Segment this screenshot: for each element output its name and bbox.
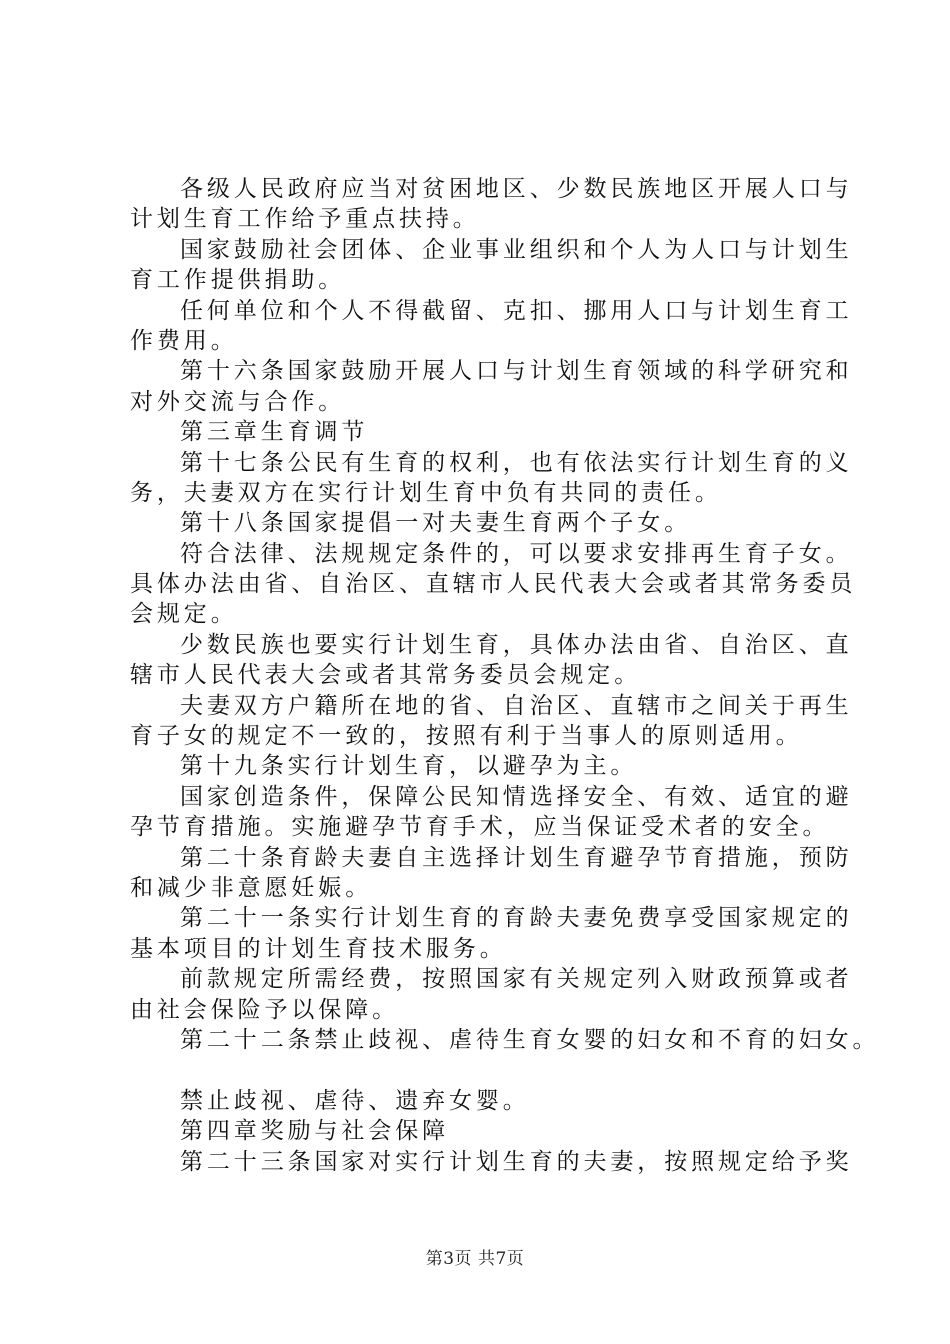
paragraph-line: 具体办法由省、自治区、直辖市人民代表大会或者其常务委员 — [130, 571, 857, 598]
paragraph-line: 前款规定所需经费，按照国家有关规定列入财政预算或者 — [180, 966, 853, 993]
paragraph-line: 会规定。 — [130, 601, 238, 628]
chapter-3-heading: 第三章生育调节 — [180, 419, 369, 446]
article-22-line: 第二十二条禁止歧视、虐待生育女婴的妇女和不育的妇女。 — [180, 1026, 880, 1053]
blank-line — [130, 1055, 850, 1085]
article-21-line: 第二十一条实行计划生育的育龄夫妻免费享受国家规定的 — [180, 905, 853, 932]
paragraph-line: 对外交流与合作。 — [130, 388, 346, 415]
paragraph-line: 任何单位和个人不得截留、克扣、挪用人口与计划生育工 — [180, 297, 853, 324]
paragraph-line: 国家鼓励社会团体、企业事业组织和个人为人口与计划生 — [180, 236, 853, 263]
article-18-line: 第十八条国家提倡一对夫妻生育两个子女。 — [180, 510, 692, 537]
paragraph-line: 育子女的规定不一致的，按照有利于当事人的原则适用。 — [130, 723, 803, 750]
document-body — [130, 174, 880, 1177]
paragraph-line: 夫妻双方户籍所在地的省、自治区、直辖市之间关于再生 — [180, 692, 853, 719]
paragraph-line: 各级人民政府应当对贫困地区、少数民族地区开展人口与 — [180, 176, 853, 202]
paragraph-line: 辖市人民代表大会或者其常务委员会规定。 — [130, 662, 642, 689]
article-20-line: 第二十条育龄夫妻自主选择计划生育避孕节育措施，预防 — [180, 844, 853, 871]
paragraph-line: 由社会保险予以保障。 — [130, 996, 399, 1023]
article-16-line: 第十六条国家鼓励开展人口与计划生育领域的科学研究和 — [180, 358, 853, 385]
paragraph-line: 禁止歧视、虐待、遗弃女婴。 — [180, 1087, 530, 1114]
article-23-line: 第二十三条国家对实行计划生育的夫妻，按照规定给予奖 — [180, 1148, 853, 1175]
paragraph-line: 基本项目的计划生育技术服务。 — [130, 935, 507, 962]
paragraph-line: 和减少非意愿妊娠。 — [130, 874, 373, 901]
paragraph-line: 少数民族也要实行计划生育，具体办法由省、自治区、直 — [180, 631, 853, 658]
paragraph-line: 育工作提供捐助。 — [130, 267, 346, 294]
paragraph-line: 务，夫妻双方在实行计划生育中负有共同的责任。 — [130, 479, 722, 506]
chapter-4-heading: 第四章奖励与社会保障 — [180, 1118, 449, 1145]
paragraph-line: 计划生育工作给予重点扶持。 — [130, 206, 480, 233]
paragraph-line: 作费用。 — [130, 327, 238, 354]
article-19-line: 第十九条实行计划生育，以避孕为主。 — [180, 753, 638, 780]
page-number-footer: 第3页 共7页 — [425, 1249, 525, 1269]
paragraph-line: 国家创造条件，保障公民知情选择安全、有效、适宜的避 — [180, 783, 853, 810]
paragraph-line: 符合法律、法规规定条件的，可以要求安排再生育子女。 — [180, 540, 853, 567]
article-17-line: 第十七条公民有生育的权利，也有依法实行计划生育的义 — [180, 449, 853, 476]
paragraph-line: 孕节育措施。实施避孕节育手术，应当保证受术者的安全。 — [130, 814, 830, 841]
